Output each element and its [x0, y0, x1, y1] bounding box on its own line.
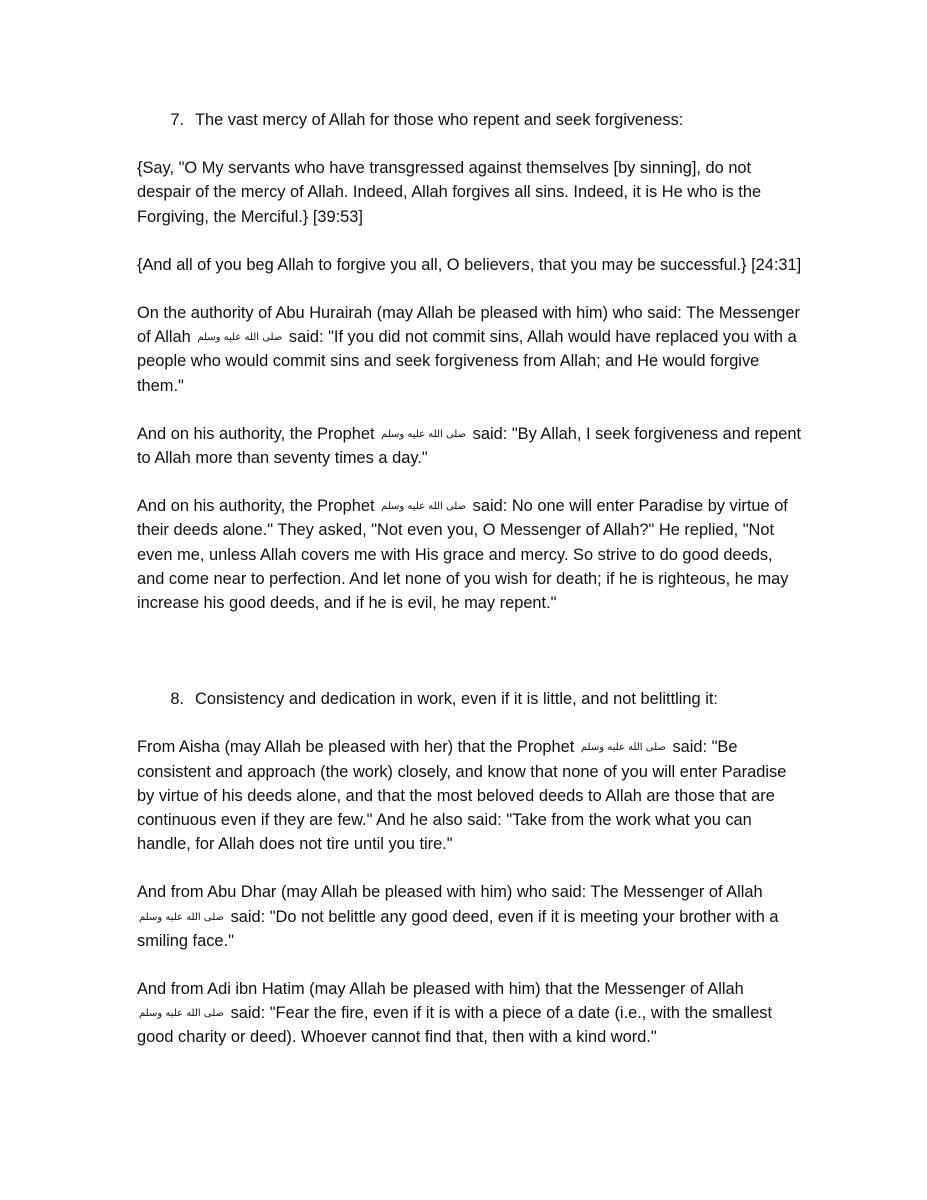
honorific-salawat: صلى الله عليه وسلم	[381, 428, 467, 440]
narration-text: said: "By Allah, I seek forgiveness and repent to Allah more than seventy times a day."	[137, 424, 801, 468]
document-body	[137, 108, 802, 1074]
narration-text: said: "Be consistent and approach (the work) closely, and know that none of you will enter Paradise by virtue of his deeds alone, and that the most beloved deeds to Allah are those that are continuous even if they are few." And he also said: "Take from the work what you can handle, for Allah does not tire until you tire."	[137, 738, 787, 854]
quran-verse-24-31: {And all of you beg Allah to forgive you all, O believers, that you may be successful.} [24:31]	[137, 255, 802, 274]
narration-intro: And from Abu Dhar (may Allah be pleased with him) who said: The Messenger of Allah	[137, 883, 763, 902]
section-7-number: 7.	[170, 111, 184, 129]
section-7-title: The vast mercy of Allah for those who repent and seek forgiveness:	[195, 111, 684, 129]
narration-intro: And on his authority, the Prophet	[137, 497, 375, 516]
narration-text: said: No one will enter Paradise by virtue of their deeds alone." They asked, "Not even you, O Messenger of Allah?" He replied, "Not even me, unless Allah covers me with His grace and mercy. So strive to do good deeds, and come near to perfection. And let none of you wish for death; if he is righteous, he may increase his good deeds, and if he is evil, he may repent."	[137, 497, 789, 613]
section-8-title: Consistency and dedication in work, even if it is little, and not belittling it:	[195, 690, 718, 709]
honorific-salawat: صلى الله عليه وسلم	[139, 1008, 224, 1020]
hadith-seventy-times	[137, 422, 802, 470]
narration-text: said: "Do not belittle any good deed, even if it is meeting your brother with a smiling face."	[137, 907, 779, 950]
narration-intro: From Aisha (may Allah be pleased with her) that the Prophet	[137, 738, 575, 757]
narration-intro: On the authority of Abu Hurairah (may Allah be pleased with him) who said: The Messenger of Allah	[137, 304, 800, 347]
section-7-heading	[137, 108, 802, 132]
honorific-salawat: صلى الله عليه وسلم	[580, 742, 666, 754]
honorific-salawat: صلى الله عليه وسلم	[197, 332, 283, 344]
quran-verse-39-53: {Say, "O My servants who have transgressed against themselves [by sinning], do not despair of the mercy of Allah. Indeed, Allah forgives all sins. Indeed, it is He who is the Forgiving, the Merciful.} [39:53]	[137, 159, 762, 226]
hadith-adi-ibn-hatim-fire	[137, 977, 802, 1050]
honorific-salawat: صلى الله عليه وسلم	[139, 911, 224, 923]
narration-intro: And from Adi ibn Hatim (may Allah be pleased with him) that the Messenger of Allah	[137, 980, 744, 999]
hadith-paradise-deeds	[137, 494, 802, 615]
section-8-number: 8.	[170, 690, 184, 709]
narration-intro: And on his authority, the Prophet	[137, 424, 375, 443]
honorific-salawat: صلى الله عليه وسلم	[381, 501, 467, 513]
hadith-abu-hurairah-sins	[137, 301, 802, 398]
section-spacer	[137, 639, 802, 687]
narration-text: said: "If you did not commit sins, Allah would have replaced you with a people who would commit sins and seek forgiveness from Allah; and He would forgive them."	[137, 328, 797, 395]
narration-text: said: "Fear the fire, even if it is with a piece of a date (i.e., with the smallest good charity or deed). Whoever cannot find that, then with a kind word."	[137, 1004, 773, 1047]
section-8-heading	[137, 687, 802, 711]
hadith-abu-dhar-good-deed	[137, 880, 802, 953]
hadith-aisha-consistency	[137, 735, 802, 856]
